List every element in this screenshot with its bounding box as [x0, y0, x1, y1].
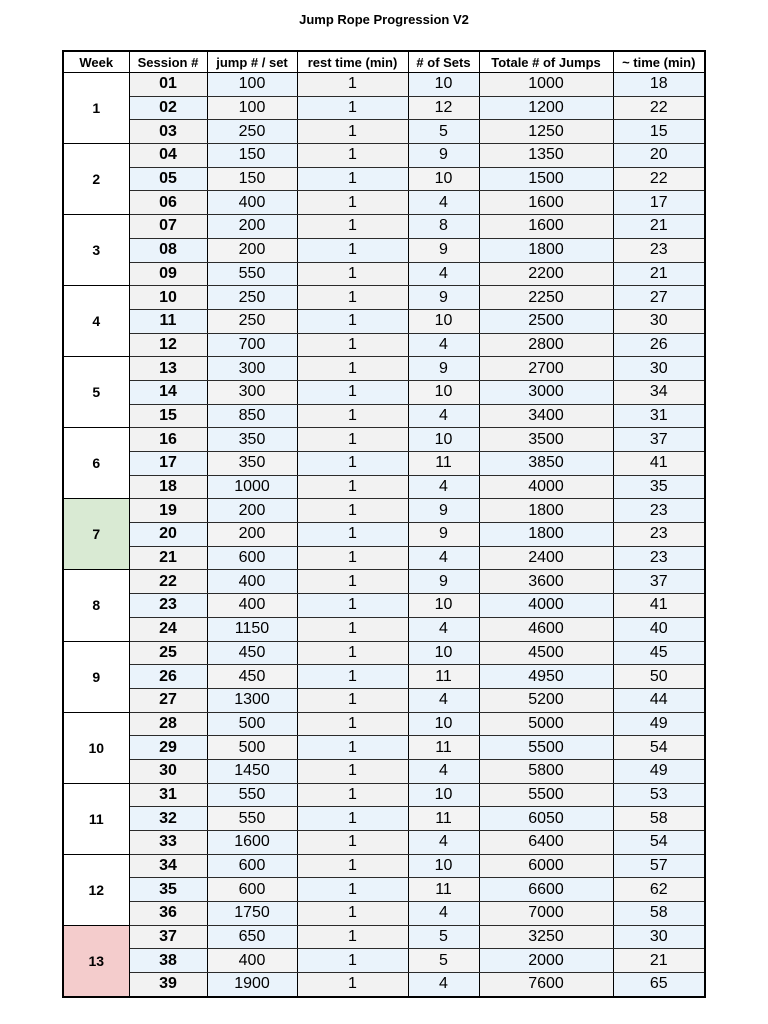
- rest-time-cell: 1: [297, 499, 408, 523]
- time-cell: 34: [613, 380, 705, 404]
- header-total-jumps: Totale # of Jumps: [479, 51, 613, 73]
- session-number-cell: 11: [129, 309, 207, 333]
- time-cell: 41: [613, 594, 705, 618]
- total-jumps-cell: 1800: [479, 523, 613, 547]
- time-cell: 57: [613, 854, 705, 878]
- sets-cell: 9: [408, 238, 479, 262]
- session-number-cell: 36: [129, 902, 207, 926]
- sets-cell: 10: [408, 167, 479, 191]
- time-cell: 58: [613, 807, 705, 831]
- session-number-cell: 38: [129, 949, 207, 973]
- jumps-per-set-cell: 1750: [207, 902, 297, 926]
- jumps-per-set-cell: 250: [207, 120, 297, 144]
- header-row: [63, 51, 705, 73]
- rest-time-cell: 1: [297, 238, 408, 262]
- time-cell: 53: [613, 783, 705, 807]
- table-row: [63, 144, 705, 168]
- jumps-per-set-cell: 450: [207, 665, 297, 689]
- time-cell: 62: [613, 878, 705, 902]
- jumps-per-set-cell: 600: [207, 854, 297, 878]
- jumps-per-set-cell: 700: [207, 333, 297, 357]
- rest-time-cell: 1: [297, 925, 408, 949]
- sets-cell: 4: [408, 404, 479, 428]
- time-cell: 45: [613, 641, 705, 665]
- rest-time-cell: 1: [297, 73, 408, 97]
- sets-cell: 4: [408, 688, 479, 712]
- jumps-per-set-cell: 250: [207, 286, 297, 310]
- jumps-per-set-cell: 1000: [207, 475, 297, 499]
- sets-cell: 4: [408, 262, 479, 286]
- rest-time-cell: 1: [297, 215, 408, 239]
- time-cell: 41: [613, 452, 705, 476]
- rest-time-cell: 1: [297, 167, 408, 191]
- sets-cell: 10: [408, 594, 479, 618]
- session-number-cell: 21: [129, 546, 207, 570]
- session-number-cell: 27: [129, 688, 207, 712]
- total-jumps-cell: 2500: [479, 309, 613, 333]
- time-cell: 22: [613, 167, 705, 191]
- table-row: [63, 925, 705, 949]
- table-row: [63, 452, 705, 476]
- total-jumps-cell: 2200: [479, 262, 613, 286]
- table-row: [63, 428, 705, 452]
- session-number-cell: 39: [129, 973, 207, 997]
- week-cell: 2: [63, 144, 129, 215]
- total-jumps-cell: 7000: [479, 902, 613, 926]
- rest-time-cell: 1: [297, 380, 408, 404]
- rest-time-cell: 1: [297, 333, 408, 357]
- sets-cell: 4: [408, 831, 479, 855]
- jumps-per-set-cell: 200: [207, 215, 297, 239]
- time-cell: 30: [613, 925, 705, 949]
- table-row: [63, 688, 705, 712]
- total-jumps-cell: 1500: [479, 167, 613, 191]
- session-number-cell: 14: [129, 380, 207, 404]
- table-row: [63, 286, 705, 310]
- session-number-cell: 09: [129, 262, 207, 286]
- session-number-cell: 03: [129, 120, 207, 144]
- table-row: [63, 475, 705, 499]
- session-number-cell: 02: [129, 96, 207, 120]
- table-row: [63, 309, 705, 333]
- sets-cell: 10: [408, 380, 479, 404]
- table-row: [63, 712, 705, 736]
- time-cell: 37: [613, 428, 705, 452]
- time-cell: 49: [613, 712, 705, 736]
- session-number-cell: 35: [129, 878, 207, 902]
- rest-time-cell: 1: [297, 973, 408, 997]
- total-jumps-cell: 4500: [479, 641, 613, 665]
- rest-time-cell: 1: [297, 902, 408, 926]
- total-jumps-cell: 1600: [479, 191, 613, 215]
- table-row: [63, 759, 705, 783]
- jumps-per-set-cell: 150: [207, 167, 297, 191]
- jumps-per-set-cell: 450: [207, 641, 297, 665]
- rest-time-cell: 1: [297, 404, 408, 428]
- rest-time-cell: 1: [297, 712, 408, 736]
- jumps-per-set-cell: 350: [207, 452, 297, 476]
- session-number-cell: 12: [129, 333, 207, 357]
- sets-cell: 9: [408, 523, 479, 547]
- jumps-per-set-cell: 550: [207, 783, 297, 807]
- table-row: [63, 854, 705, 878]
- time-cell: 27: [613, 286, 705, 310]
- jumps-per-set-cell: 400: [207, 594, 297, 618]
- time-cell: 21: [613, 949, 705, 973]
- total-jumps-cell: 6600: [479, 878, 613, 902]
- week-cell: 1: [63, 73, 129, 144]
- session-number-cell: 30: [129, 759, 207, 783]
- table-row: [63, 617, 705, 641]
- table-row: [63, 902, 705, 926]
- total-jumps-cell: 3000: [479, 380, 613, 404]
- sets-cell: 11: [408, 878, 479, 902]
- sets-cell: 12: [408, 96, 479, 120]
- total-jumps-cell: 3400: [479, 404, 613, 428]
- time-cell: 17: [613, 191, 705, 215]
- total-jumps-cell: 4600: [479, 617, 613, 641]
- time-cell: 31: [613, 404, 705, 428]
- total-jumps-cell: 1600: [479, 215, 613, 239]
- rest-time-cell: 1: [297, 759, 408, 783]
- sets-cell: 4: [408, 475, 479, 499]
- header-jumps-per-set: jump # / set: [207, 51, 297, 73]
- total-jumps-cell: 5000: [479, 712, 613, 736]
- time-cell: 30: [613, 357, 705, 381]
- time-cell: 20: [613, 144, 705, 168]
- header-time: ~ time (min): [613, 51, 705, 73]
- rest-time-cell: 1: [297, 854, 408, 878]
- total-jumps-cell: 1350: [479, 144, 613, 168]
- total-jumps-cell: 1250: [479, 120, 613, 144]
- time-cell: 23: [613, 238, 705, 262]
- table-row: [63, 357, 705, 381]
- total-jumps-cell: 5800: [479, 759, 613, 783]
- total-jumps-cell: 1800: [479, 238, 613, 262]
- table-row: [63, 499, 705, 523]
- total-jumps-cell: 4000: [479, 594, 613, 618]
- table-row: [63, 404, 705, 428]
- rest-time-cell: 1: [297, 96, 408, 120]
- rest-time-cell: 1: [297, 523, 408, 547]
- sets-cell: 10: [408, 854, 479, 878]
- rest-time-cell: 1: [297, 428, 408, 452]
- total-jumps-cell: 6000: [479, 854, 613, 878]
- sets-cell: 8: [408, 215, 479, 239]
- time-cell: 23: [613, 523, 705, 547]
- sets-cell: 5: [408, 925, 479, 949]
- jumps-per-set-cell: 200: [207, 238, 297, 262]
- week-cell: 5: [63, 357, 129, 428]
- sets-cell: 11: [408, 736, 479, 760]
- table-row: [63, 831, 705, 855]
- jumps-per-set-cell: 550: [207, 807, 297, 831]
- sets-cell: 4: [408, 333, 479, 357]
- header-session: Session #: [129, 51, 207, 73]
- jumps-per-set-cell: 1900: [207, 973, 297, 997]
- rest-time-cell: 1: [297, 807, 408, 831]
- rest-time-cell: 1: [297, 949, 408, 973]
- total-jumps-cell: 3600: [479, 570, 613, 594]
- sets-cell: 4: [408, 973, 479, 997]
- jumps-per-set-cell: 200: [207, 499, 297, 523]
- jumps-per-set-cell: 500: [207, 712, 297, 736]
- table-row: [63, 238, 705, 262]
- time-cell: 23: [613, 546, 705, 570]
- rest-time-cell: 1: [297, 144, 408, 168]
- session-number-cell: 25: [129, 641, 207, 665]
- table-row: [63, 949, 705, 973]
- week-cell: 11: [63, 783, 129, 854]
- table-row: [63, 641, 705, 665]
- total-jumps-cell: 4950: [479, 665, 613, 689]
- time-cell: 49: [613, 759, 705, 783]
- sets-cell: 11: [408, 665, 479, 689]
- sets-cell: 10: [408, 309, 479, 333]
- page-title: Jump Rope Progression V2: [299, 12, 469, 27]
- session-number-cell: 06: [129, 191, 207, 215]
- rest-time-cell: 1: [297, 475, 408, 499]
- progression-table: [62, 50, 706, 998]
- header-rest-time: rest time (min): [297, 51, 408, 73]
- rest-time-cell: 1: [297, 309, 408, 333]
- rest-time-cell: 1: [297, 783, 408, 807]
- jumps-per-set-cell: 850: [207, 404, 297, 428]
- rest-time-cell: 1: [297, 665, 408, 689]
- time-cell: 30: [613, 309, 705, 333]
- rest-time-cell: 1: [297, 878, 408, 902]
- table-row: [63, 96, 705, 120]
- session-number-cell: 13: [129, 357, 207, 381]
- time-cell: 58: [613, 902, 705, 926]
- week-cell: 12: [63, 854, 129, 925]
- total-jumps-cell: 7600: [479, 973, 613, 997]
- jumps-per-set-cell: 250: [207, 309, 297, 333]
- time-cell: 15: [613, 120, 705, 144]
- session-number-cell: 32: [129, 807, 207, 831]
- sets-cell: 9: [408, 144, 479, 168]
- header-week: Week: [63, 51, 129, 73]
- session-number-cell: 31: [129, 783, 207, 807]
- total-jumps-cell: 3850: [479, 452, 613, 476]
- jumps-per-set-cell: 500: [207, 736, 297, 760]
- jumps-per-set-cell: 550: [207, 262, 297, 286]
- sets-cell: 11: [408, 452, 479, 476]
- total-jumps-cell: 6400: [479, 831, 613, 855]
- total-jumps-cell: 5200: [479, 688, 613, 712]
- rest-time-cell: 1: [297, 120, 408, 144]
- table-row: [63, 523, 705, 547]
- sets-cell: 4: [408, 546, 479, 570]
- sets-cell: 9: [408, 357, 479, 381]
- time-cell: 21: [613, 262, 705, 286]
- table-row: [63, 736, 705, 760]
- total-jumps-cell: 6050: [479, 807, 613, 831]
- session-number-cell: 16: [129, 428, 207, 452]
- week-cell: 3: [63, 215, 129, 286]
- rest-time-cell: 1: [297, 262, 408, 286]
- total-jumps-cell: 2800: [479, 333, 613, 357]
- total-jumps-cell: 1200: [479, 96, 613, 120]
- week-cell: 13: [63, 925, 129, 997]
- table-row: [63, 570, 705, 594]
- week-cell: 9: [63, 641, 129, 712]
- jumps-per-set-cell: 300: [207, 357, 297, 381]
- sets-cell: 5: [408, 949, 479, 973]
- sets-cell: 4: [408, 617, 479, 641]
- week-cell: 8: [63, 570, 129, 641]
- table-row: [63, 594, 705, 618]
- sets-cell: 9: [408, 286, 479, 310]
- table-row: [63, 191, 705, 215]
- week-cell: 7: [63, 499, 129, 570]
- session-number-cell: 08: [129, 238, 207, 262]
- rest-time-cell: 1: [297, 357, 408, 381]
- session-number-cell: 33: [129, 831, 207, 855]
- jumps-per-set-cell: 400: [207, 949, 297, 973]
- jumps-per-set-cell: 1450: [207, 759, 297, 783]
- jumps-per-set-cell: 350: [207, 428, 297, 452]
- jumps-per-set-cell: 1300: [207, 688, 297, 712]
- total-jumps-cell: 2400: [479, 546, 613, 570]
- jumps-per-set-cell: 650: [207, 925, 297, 949]
- time-cell: 18: [613, 73, 705, 97]
- session-number-cell: 20: [129, 523, 207, 547]
- session-number-cell: 22: [129, 570, 207, 594]
- rest-time-cell: 1: [297, 831, 408, 855]
- rest-time-cell: 1: [297, 452, 408, 476]
- jumps-per-set-cell: 600: [207, 546, 297, 570]
- rest-time-cell: 1: [297, 570, 408, 594]
- total-jumps-cell: 3500: [479, 428, 613, 452]
- sets-cell: 10: [408, 712, 479, 736]
- session-number-cell: 10: [129, 286, 207, 310]
- table-row: [63, 665, 705, 689]
- table-row: [63, 783, 705, 807]
- sets-cell: 4: [408, 191, 479, 215]
- rest-time-cell: 1: [297, 546, 408, 570]
- table-row: [63, 380, 705, 404]
- jumps-per-set-cell: 300: [207, 380, 297, 404]
- session-number-cell: 23: [129, 594, 207, 618]
- table-row: [63, 333, 705, 357]
- time-cell: 26: [613, 333, 705, 357]
- sets-cell: 10: [408, 73, 479, 97]
- total-jumps-cell: 1000: [479, 73, 613, 97]
- time-cell: 44: [613, 688, 705, 712]
- table-row: [63, 878, 705, 902]
- rest-time-cell: 1: [297, 641, 408, 665]
- header-sets: # of Sets: [408, 51, 479, 73]
- session-number-cell: 05: [129, 167, 207, 191]
- table-row: [63, 973, 705, 997]
- rest-time-cell: 1: [297, 594, 408, 618]
- time-cell: 54: [613, 736, 705, 760]
- jumps-per-set-cell: 200: [207, 523, 297, 547]
- total-jumps-cell: 2700: [479, 357, 613, 381]
- week-cell: 10: [63, 712, 129, 783]
- sets-cell: 9: [408, 570, 479, 594]
- session-number-cell: 17: [129, 452, 207, 476]
- session-number-cell: 19: [129, 499, 207, 523]
- jumps-per-set-cell: 1600: [207, 831, 297, 855]
- session-number-cell: 29: [129, 736, 207, 760]
- jumps-per-set-cell: 600: [207, 878, 297, 902]
- total-jumps-cell: 5500: [479, 783, 613, 807]
- time-cell: 21: [613, 215, 705, 239]
- time-cell: 23: [613, 499, 705, 523]
- session-number-cell: 28: [129, 712, 207, 736]
- session-number-cell: 18: [129, 475, 207, 499]
- total-jumps-cell: 2000: [479, 949, 613, 973]
- jumps-per-set-cell: 100: [207, 96, 297, 120]
- total-jumps-cell: 3250: [479, 925, 613, 949]
- sets-cell: 11: [408, 807, 479, 831]
- session-number-cell: 15: [129, 404, 207, 428]
- session-number-cell: 34: [129, 854, 207, 878]
- time-cell: 35: [613, 475, 705, 499]
- rest-time-cell: 1: [297, 191, 408, 215]
- time-cell: 22: [613, 96, 705, 120]
- session-number-cell: 07: [129, 215, 207, 239]
- rest-time-cell: 1: [297, 286, 408, 310]
- sets-cell: 9: [408, 499, 479, 523]
- time-cell: 37: [613, 570, 705, 594]
- sets-cell: 10: [408, 641, 479, 665]
- session-number-cell: 01: [129, 73, 207, 97]
- total-jumps-cell: 5500: [479, 736, 613, 760]
- jumps-per-set-cell: 150: [207, 144, 297, 168]
- session-number-cell: 24: [129, 617, 207, 641]
- sets-cell: 10: [408, 428, 479, 452]
- session-number-cell: 37: [129, 925, 207, 949]
- total-jumps-cell: 2250: [479, 286, 613, 310]
- time-cell: 50: [613, 665, 705, 689]
- table-row: [63, 262, 705, 286]
- total-jumps-cell: 1800: [479, 499, 613, 523]
- rest-time-cell: 1: [297, 617, 408, 641]
- table-row: [63, 120, 705, 144]
- week-cell: 4: [63, 286, 129, 357]
- total-jumps-cell: 4000: [479, 475, 613, 499]
- table-row: [63, 807, 705, 831]
- jumps-per-set-cell: 400: [207, 191, 297, 215]
- rest-time-cell: 1: [297, 688, 408, 712]
- session-number-cell: 04: [129, 144, 207, 168]
- time-cell: 54: [613, 831, 705, 855]
- time-cell: 65: [613, 973, 705, 997]
- time-cell: 40: [613, 617, 705, 641]
- sets-cell: 4: [408, 759, 479, 783]
- table-row: [63, 73, 705, 97]
- jumps-per-set-cell: 400: [207, 570, 297, 594]
- rest-time-cell: 1: [297, 736, 408, 760]
- table-row: [63, 215, 705, 239]
- table-row: [63, 167, 705, 191]
- sets-cell: 5: [408, 120, 479, 144]
- sets-cell: 4: [408, 902, 479, 926]
- sets-cell: 10: [408, 783, 479, 807]
- jumps-per-set-cell: 1150: [207, 617, 297, 641]
- jumps-per-set-cell: 100: [207, 73, 297, 97]
- week-cell: 6: [63, 428, 129, 499]
- table-row: [63, 546, 705, 570]
- session-number-cell: 26: [129, 665, 207, 689]
